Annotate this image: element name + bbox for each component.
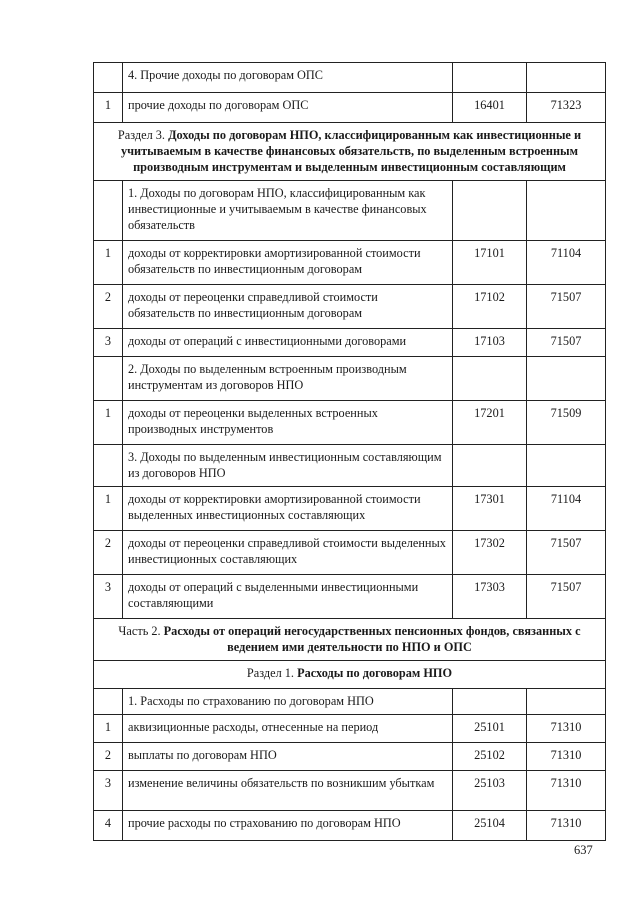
- row-number: 1: [94, 715, 123, 743]
- row-number: 3: [94, 329, 123, 357]
- row-account: [527, 357, 606, 401]
- row-code: [453, 63, 527, 93]
- row-number: 1: [94, 93, 123, 123]
- table-row: [94, 487, 606, 531]
- row-code: 25103: [453, 771, 527, 811]
- table-row: [94, 357, 606, 401]
- row-number: [94, 63, 123, 93]
- row-account: 71507: [527, 575, 606, 619]
- row-name: доходы от переоценки справедливой стоимости выделенных инвестиционных составляющих: [123, 531, 453, 575]
- row-name: доходы от операций с выделенными инвестиционными составляющими: [123, 575, 453, 619]
- row-number: 1: [94, 487, 123, 531]
- row-number: [94, 357, 123, 401]
- section-prefix: Часть 2.: [118, 624, 161, 638]
- row-code: [453, 181, 527, 241]
- row-number: 1: [94, 241, 123, 285]
- row-number: [94, 445, 123, 487]
- row-account: 71509: [527, 401, 606, 445]
- section-header-row: [94, 661, 606, 689]
- page-number: 637: [574, 843, 593, 857]
- row-code: 17101: [453, 241, 527, 285]
- row-number: 3: [94, 771, 123, 811]
- section-title: [94, 661, 606, 689]
- row-name: доходы от корректировки амортизированной стоимости обязательств по инвестиционным договорам: [123, 241, 453, 285]
- row-number: 4: [94, 811, 123, 841]
- table-row: [94, 715, 606, 743]
- row-name: прочие доходы по договорам ОПС: [123, 93, 453, 123]
- table-row: [94, 743, 606, 771]
- row-account: 71310: [527, 771, 606, 811]
- row-code: 17302: [453, 531, 527, 575]
- row-account: 71323: [527, 93, 606, 123]
- section-header-row: [94, 123, 606, 181]
- row-account: 71507: [527, 285, 606, 329]
- row-code: 16401: [453, 93, 527, 123]
- row-code: 25101: [453, 715, 527, 743]
- row-name: выплаты по договорам НПО: [123, 743, 453, 771]
- table-row: [94, 445, 606, 487]
- table-row: [94, 181, 606, 241]
- table-row: [94, 329, 606, 357]
- row-code: [453, 689, 527, 715]
- row-account: 71310: [527, 743, 606, 771]
- table-row: [94, 401, 606, 445]
- row-number: 2: [94, 285, 123, 329]
- table-row: [94, 689, 606, 715]
- row-name: доходы от корректировки амортизированной стоимости выделенных инвестиционных составляющих: [123, 487, 453, 531]
- table-row: [94, 811, 606, 841]
- row-name: 2. Доходы по выделенным встроенным производным инструментам из договоров НПО: [123, 357, 453, 401]
- row-name: 3. Доходы по выделенным инвестиционным составляющим из договоров НПО: [123, 445, 453, 487]
- row-code: [453, 445, 527, 487]
- table-row: [94, 575, 606, 619]
- row-number: [94, 181, 123, 241]
- row-name: изменение величины обязательств по возникшим убыткам: [123, 771, 453, 811]
- row-name: 1. Доходы по договорам НПО, классифицированным как инвестиционные и учитываемым в качестве финансовых обязательств: [123, 181, 453, 241]
- row-number: 1: [94, 401, 123, 445]
- row-number: 2: [94, 743, 123, 771]
- row-name: доходы от переоценки справедливой стоимости обязательств по инвестиционным договорам: [123, 285, 453, 329]
- section-prefix: Раздел 3.: [117, 128, 166, 142]
- accounts-table: [93, 62, 606, 841]
- row-code: 25104: [453, 811, 527, 841]
- row-code: 17103: [453, 329, 527, 357]
- row-name: 4. Прочие доходы по договорам ОПС: [123, 63, 453, 93]
- table-row: [94, 531, 606, 575]
- row-name: 1. Расходы по страхованию по договорам НПО: [123, 689, 453, 715]
- row-account: 71104: [527, 241, 606, 285]
- row-account: [527, 445, 606, 487]
- row-code: [453, 357, 527, 401]
- row-name: аквизиционные расходы, отнесенные на период: [123, 715, 453, 743]
- row-account: 71310: [527, 715, 606, 743]
- row-code: 17301: [453, 487, 527, 531]
- row-name: доходы от операций с инвестиционными договорами: [123, 329, 453, 357]
- section-bold-title: Расходы по договорам НПО: [297, 666, 453, 680]
- table-row: [94, 93, 606, 123]
- row-number: 2: [94, 531, 123, 575]
- row-name: доходы от переоценки выделенных встроенных производных инструментов: [123, 401, 453, 445]
- table-row: [94, 63, 606, 93]
- row-code: 25102: [453, 743, 527, 771]
- section-bold-title: Расходы от операций негосударственных пенсионных фондов, связанных с ведением ими деятельности по НПО и ОПС: [163, 624, 581, 654]
- row-account: 71507: [527, 329, 606, 357]
- row-number: [94, 689, 123, 715]
- row-account: 71104: [527, 487, 606, 531]
- table-row: [94, 241, 606, 285]
- section-prefix: Раздел 1.: [246, 666, 295, 680]
- table-row: [94, 771, 606, 811]
- row-account: [527, 689, 606, 715]
- table-row: [94, 285, 606, 329]
- section-bold-title: Доходы по договорам НПО, классифицированным как инвестиционные и учитываемым в качестве финансовых обязательств, по выделенным встроенным производным инструментам и выделенным инвестиционным составляющим: [120, 128, 582, 174]
- row-account: [527, 63, 606, 93]
- section-title: [94, 619, 606, 661]
- row-number: 3: [94, 575, 123, 619]
- row-code: 17303: [453, 575, 527, 619]
- row-name: прочие расходы по страхованию по договорам НПО: [123, 811, 453, 841]
- row-account: 71310: [527, 811, 606, 841]
- row-account: 71507: [527, 531, 606, 575]
- row-account: [527, 181, 606, 241]
- row-code: 17102: [453, 285, 527, 329]
- section-title: [94, 123, 606, 181]
- section-header-row: [94, 619, 606, 661]
- row-code: 17201: [453, 401, 527, 445]
